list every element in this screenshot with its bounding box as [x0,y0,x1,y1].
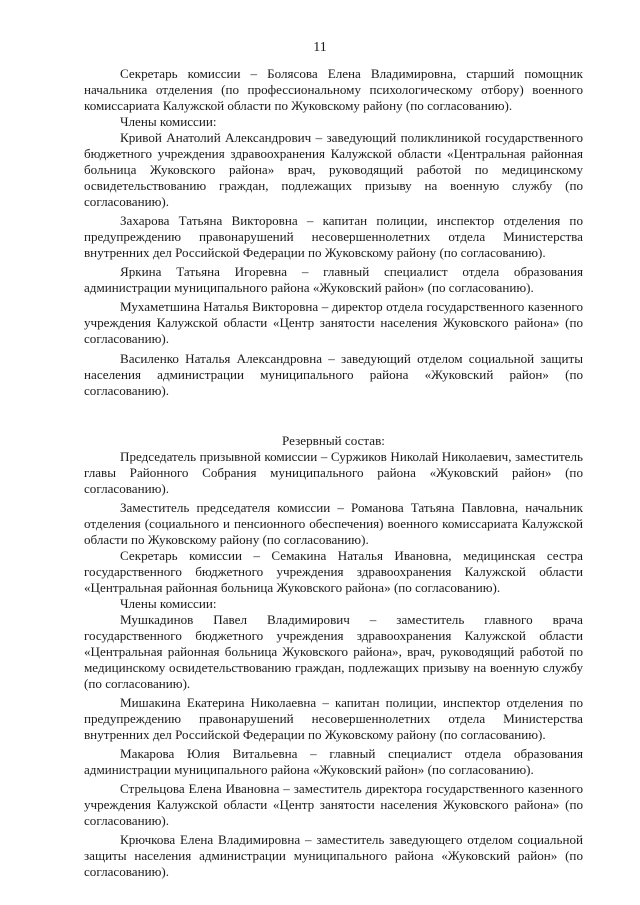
paragraph-member: Мухаметшина Наталья Викторовна – директор отдела государственного казенного учреждения Калужской области «Центр занятости населения Жуковского района» (по согласованию). [84,299,583,346]
paragraph-reserve-chairman: Председатель призывной комиссии – Суржиков Николай Николаевич, заместитель главы Районного Собрания муниципального района «Жуковский район» (по согласованию). [84,449,583,496]
paragraph-reserve-member: Мушкадинов Павел Владимирович – заместитель главного врача государственного бюджетного учреждения здравоохранения Калужской области «Центральная районная больница Жуковского района», врач, руководящий работой по медицинскому освидетельствованию граждан, подлежащих призыву на военную службу (по согласованию). [84,612,583,691]
reserve-section-title: Резервный состав: [282,433,385,448]
paragraph-reserve-member: Мишакина Екатерина Николаевна – капитан полиции, инспектор отделения по предупреждению правонарушений несовершеннолетних отдела Министерства внутренних дел Российской Федерации по Жуковскому району (по согласованию). [84,695,583,742]
paragraph-reserve-deputy: Заместитель председателя комиссии – Романова Татьяна Павловна, начальник отделения (социального и пенсионного обеспечения) военного комиссариата Калужской области по Жуковскому району (по согласованию). [84,500,583,547]
paragraph-reserve-members-heading: Члены комиссии: [120,596,217,611]
paragraph-member: Кривой Анатолий Александрович – заведующий поликлиникой государственного бюджетного учреждения здравоохранения Калужской области «Центральная районная больница Жуковского района» врач, руководящий работой по медицинскому освидетельствованию граждан, подлежащих призыву на военную службу (по согласованию). [84,130,583,209]
paragraph-reserve-secretary: Секретарь комиссии – Семакина Наталья Ивановна, медицинская сестра государственного бюджетного учреждения здравоохранения Калужской области «Центральная районная больница Жуковского района» (по согласованию). [84,548,583,595]
paragraph-reserve-member: Крючкова Елена Владимировна – заместитель заведующего отделом социальной защиты населения администрации муниципального района «Жуковский район» (по согласованию). [84,832,583,879]
paragraph-secretary: Секретарь комиссии – Болясова Елена Владимировна, старший помощник начальника отделения (по профессиональному психологическому отбору) военного комиссариата Калужской области по Жуковскому району (по согласованию). [84,66,583,113]
document-body [84,66,583,880]
paragraph-members-heading: Члены комиссии: [120,114,217,129]
paragraph-member: Захарова Татьяна Викторовна – капитан полиции, инспектор отделения по предупреждению правонарушений несовершеннолетних отдела Министерства внутренних дел Российской Федерации по Жуковскому району (по согласованию). [84,213,583,260]
page-number: 11 [313,40,327,55]
paragraph-reserve-member: Макарова Юлия Витальевна – главный специалист отдела образования администрации муниципального района «Жуковский район» (по согласованию). [84,746,583,777]
paragraph-member: Василенко Наталья Александровна – заведующий отделом социальной защиты населения администрации муниципального района «Жуковский район» (по согласованию). [84,351,583,398]
paragraph-reserve-member: Стрельцова Елена Ивановна – заместитель директора государственного казенного учреждения Калужской области «Центр занятости населения Жуковского района» (по согласованию). [84,781,583,828]
paragraph-member: Яркина Татьяна Игоревна – главный специалист отдела образования администрации муниципального района «Жуковский район» (по согласованию). [84,264,583,295]
